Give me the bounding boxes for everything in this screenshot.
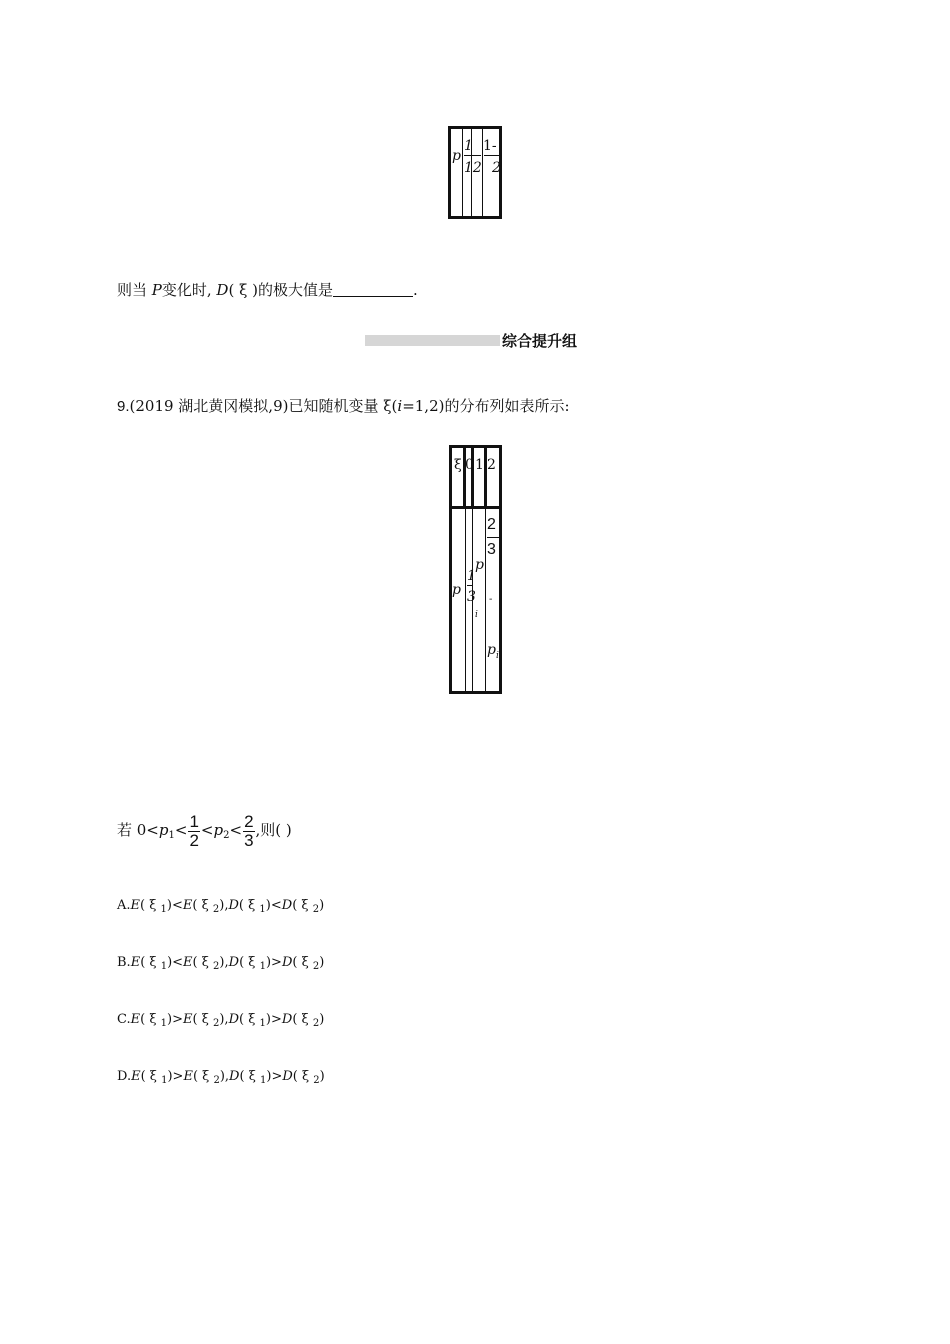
table2-cell-3-dash: - [489, 594, 493, 605]
cond-p2-sub: 2 [223, 830, 230, 841]
opt-sub: 2 [213, 1075, 220, 1086]
opt-close: ) [319, 898, 325, 913]
table2-header-divider [463, 445, 466, 509]
table2-divider [485, 509, 486, 694]
cond-p2: p [213, 821, 224, 839]
table2-border-top [449, 445, 502, 448]
opt-e1: E [130, 955, 141, 970]
condition-line [117, 812, 292, 852]
opt-d1: D [228, 955, 240, 970]
opt-xi: ( ξ [239, 1012, 260, 1027]
fraction-one-half [188, 813, 199, 850]
cond-then: ,则( ) [255, 821, 292, 839]
table1-border-bottom [448, 216, 502, 219]
option-label: D. [117, 1069, 132, 1084]
fraction-two-thirds [243, 813, 254, 850]
table1-cell-2-bottom: 2 [492, 160, 501, 176]
table2-border-right [499, 445, 502, 694]
opt-d1: D [228, 1012, 240, 1027]
opt-close: ) [265, 1012, 271, 1027]
option-label: C. [117, 1012, 131, 1027]
opt-close: ), [219, 1069, 230, 1084]
opt-d2: D [281, 898, 293, 913]
opt-e2: E [183, 955, 193, 970]
opt-op2: > [271, 1069, 283, 1084]
q8-end: . [412, 281, 418, 299]
opt-xi: ( ξ [292, 898, 313, 913]
opt-close: ) [167, 955, 173, 970]
cond-p1: p [158, 821, 169, 839]
table1-cell-1-top: 1 [464, 138, 473, 154]
opt-xi: ( ξ [192, 955, 214, 970]
table2-border-bottom [449, 691, 502, 694]
opt-sub: 2 [212, 904, 220, 915]
table2-cell-3-den: 3 [487, 541, 496, 558]
q8-var-p: P [151, 281, 162, 299]
table2-header-rule [449, 506, 502, 509]
cond-lt2: < [200, 821, 214, 839]
opt-close: ), [219, 898, 229, 913]
opt-e2: E [183, 1069, 193, 1084]
opt-d1: D [229, 1069, 240, 1084]
table2-header-2: 2 [487, 457, 496, 473]
q9-number: 9. [117, 398, 130, 415]
opt-sub: 2 [312, 1018, 320, 1029]
q9-source: (2019 湖北黄冈模拟,9) [129, 397, 289, 415]
q9-i: i [397, 397, 403, 415]
table1-fraction-bar [484, 155, 500, 156]
table1-row-label: p [452, 148, 461, 164]
cond-ruo: 若 0< [117, 821, 159, 839]
opt-xi: ( ξ [192, 1012, 213, 1027]
opt-xi: ( ξ [292, 955, 313, 970]
opt-close: ) [166, 898, 172, 913]
opt-d2: D [282, 1069, 293, 1084]
opt-op1: < [171, 898, 183, 913]
option-label: B. [117, 955, 131, 970]
table1-cell-2-top: 1- [483, 138, 497, 154]
opt-sub: 2 [213, 961, 220, 972]
table1-fraction-bar [464, 155, 481, 156]
table2-fraction-bar [487, 537, 499, 538]
option-b[interactable] [117, 953, 324, 977]
q8-prefix: 则当 [117, 281, 152, 299]
option-label: A. [117, 898, 131, 913]
table2-header-1: 1 [475, 457, 484, 473]
opt-op1: > [172, 1012, 183, 1027]
option-d[interactable] [117, 1067, 325, 1091]
opt-sub: 1 [259, 961, 266, 972]
section-title: 综合提升组 [502, 332, 578, 350]
table1-cell-1-bottom: 12 [464, 160, 482, 176]
q8-middle: 变化时, [161, 281, 217, 299]
opt-sub: 1 [259, 1075, 267, 1086]
table1-border-left [448, 126, 451, 219]
section-header-bar [365, 335, 500, 346]
opt-close: ) [319, 955, 325, 970]
opt-e2: E [182, 898, 193, 913]
opt-xi: ( ξ [238, 898, 260, 913]
table2-cell-3-p: p [487, 642, 496, 658]
opt-sub: 2 [312, 904, 320, 915]
opt-close: ) [265, 898, 271, 913]
opt-op2: > [270, 1012, 282, 1027]
table1-border-top [448, 126, 502, 129]
question-8-text [117, 280, 418, 300]
table2-header-xi: ξ [454, 457, 462, 473]
q8-suffix: 的极大值是 [257, 281, 333, 299]
opt-xi: ( ξ [140, 898, 161, 913]
table2-cell-2-sub: i [475, 610, 478, 620]
table2-cell-1-den: 3 [467, 589, 476, 605]
opt-xi: ( ξ [140, 955, 161, 970]
opt-sub: 1 [161, 1075, 168, 1086]
opt-xi: ( ξ [292, 1069, 314, 1084]
table2-header-0: 0 [465, 457, 474, 473]
opt-sub: 2 [312, 961, 320, 972]
table2-cell-3-sub: i [496, 651, 499, 661]
table2-cell-1-num: 1 [467, 568, 476, 584]
question-9-text [117, 396, 570, 417]
opt-xi: ( ξ [140, 1069, 162, 1084]
opt-xi: ( ξ [192, 898, 213, 913]
table2-row-label: p [452, 582, 461, 598]
opt-close: ) [319, 1069, 325, 1084]
opt-close: ) [265, 955, 272, 970]
opt-sub: 2 [212, 1018, 220, 1029]
opt-op1: < [172, 955, 184, 970]
opt-xi: ( ξ [239, 955, 260, 970]
opt-xi: ( ξ [239, 1069, 260, 1084]
opt-sub: 1 [160, 904, 167, 915]
opt-sub: 1 [259, 904, 266, 915]
q8-d: D [216, 281, 229, 299]
cond-lt3: < [229, 821, 243, 839]
q8-xi: ( ξ ) [228, 281, 258, 299]
table2-cell-2-p: p [475, 557, 484, 573]
q9-text-b: =1,2)的分布列如表所示: [402, 397, 570, 415]
opt-e2: E [182, 1012, 193, 1027]
cond-lt1: < [174, 821, 188, 839]
opt-sub: 1 [160, 961, 168, 972]
cond-p1-sub: 1 [168, 830, 175, 841]
opt-close: ) [319, 1012, 325, 1027]
table2-cell-3-num: 2 [487, 516, 496, 533]
table2-divider [465, 509, 466, 694]
opt-op1: > [172, 1069, 184, 1084]
opt-d2: D [281, 1012, 293, 1027]
answer-blank[interactable] [333, 282, 413, 297]
frac2-num: 2 [244, 811, 254, 831]
opt-e1: E [130, 1012, 141, 1027]
opt-sub: 2 [313, 1075, 320, 1086]
frac1-num: 1 [189, 811, 199, 831]
opt-close: ) [266, 1069, 272, 1084]
opt-op2: > [271, 955, 282, 970]
opt-close: ), [219, 1012, 229, 1027]
opt-close: ) [167, 1012, 173, 1027]
opt-d2: D [281, 955, 293, 970]
opt-xi: ( ξ [140, 1012, 161, 1027]
table1-divider [462, 126, 463, 219]
opt-e1: E [130, 898, 141, 913]
table2-fraction-bar [467, 585, 472, 586]
table2-header-divider [471, 445, 474, 509]
opt-xi: ( ξ [192, 1069, 214, 1084]
opt-sub: 1 [259, 1018, 266, 1029]
opt-e1: E [131, 1069, 141, 1084]
option-c[interactable] [117, 1010, 324, 1034]
frac1-den: 2 [189, 830, 199, 850]
opt-d1: D [228, 898, 239, 913]
table2-border-left [449, 445, 452, 694]
q9-text-a: 已知随机变量 ξ( [288, 397, 398, 415]
opt-op2: < [270, 898, 282, 913]
opt-xi: ( ξ [292, 1012, 313, 1027]
opt-close: ), [219, 955, 229, 970]
table2-header-divider [484, 445, 487, 509]
frac2-den: 3 [244, 830, 254, 850]
opt-close: ) [167, 1069, 173, 1084]
option-a[interactable] [117, 896, 324, 920]
opt-sub: 1 [160, 1018, 167, 1029]
